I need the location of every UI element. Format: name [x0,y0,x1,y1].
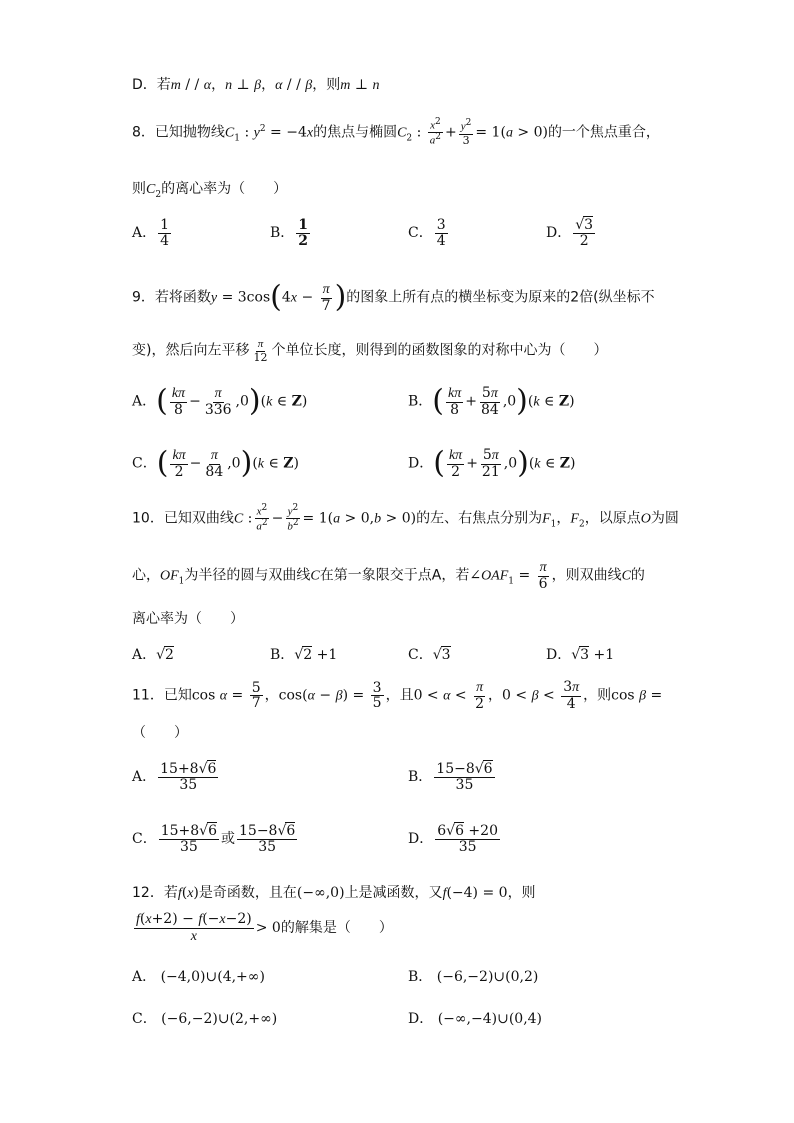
q8-option-d[interactable]: D． $\frac{√3}{2}$ [546,217,594,249]
q12-option-b[interactable]: B． (−6,−2)∪(0,2) [408,969,539,985]
q12-option-c[interactable]: C． (−6,−2)∪(2,+∞) [132,1011,278,1027]
q8-option-c[interactable]: C． $\frac{3}{4}$ [408,217,446,249]
q8-stem-2: 则$C_2$的离心率为（ ） [132,181,288,200]
q8-option-b[interactable]: B． $\frac{1}{2}$ [270,217,309,249]
q11-stem: 11．已知cos α = $\frac{5}{7}$ ，cos(α − β) = $\frac{3}{5}$ ，且0 < α < $\frac{\pi}{2}$ ，0 < β < $\frac{3\pi}{4}$ ，则cos β = [132,679,663,712]
q8-stem: 8．已知抛物线$C_1$ : $y^2 = -4x$的焦点与椭圆$C_2$ : $\frac{x^2}{a^2}$ + $\frac{y^2}{3}$ = 1(a > 0)的一个焦点重合， [132,117,660,147]
q9-option-a[interactable]: A．( $\frac{k\pi}{8}$ − $\frac{\pi}{336}$ ,0)(k ∈ Z) [132,383,308,419]
q11-stem-2: （ ） [132,725,188,741]
q11-option-c[interactable]: C． $\frac{15+8√6}{35}$ 或 $\frac{15-8√6}{35}$ [132,823,296,855]
q12-stem-2: $\frac{f(x+2) - f(-x-2)}{x}$ > 0的解集是（ ） [136,911,393,944]
q11-option-d[interactable]: D． $\frac{6√6 +20}{35}$ [408,823,498,855]
q12-option-d[interactable]: D． (−∞,−4)∪(0,4) [408,1011,543,1027]
q12-stem: 12．若f(x)是奇函数，且在(−∞,0)上是减函数，又f(−4) = 0，则 [132,885,536,901]
q10-option-a[interactable]: A．√2 [132,647,174,663]
q11-option-b[interactable]: B． $\frac{15-8√6}{35}$ [408,761,493,793]
q9-stem: 9．若将函数y = 3cos(4x − $\frac{\pi}{7}$ )的图象上所有点的横坐标变为原来的2倍(纵坐标不 [132,279,655,315]
q7-option-d: D．若m / / α，n ⊥ β，α / / β，则m ⊥ n [132,77,380,93]
q10-stem-3: 离心率为（ ） [132,611,244,627]
q12-option-a[interactable]: A． (−4,0)∪(4,+∞) [132,969,265,985]
q9-stem-2: 变)，然后向左平移 $\frac{\pi}{12}$ 个单位长度，则得到的函数图象的对称中心为（ ） [132,338,608,364]
q10-option-b[interactable]: B．√2 +1 [270,647,338,663]
q9-option-b[interactable]: B．( $\frac{k\pi}{8}$ + $\frac{5\pi}{84}$ ,0)(k ∈ Z) [408,383,575,419]
q9-option-c[interactable]: C．( $\frac{k\pi}{2}$ − $\frac{\pi}{84}$ ,0)(k ∈ Z) [132,445,299,481]
q10-option-c[interactable]: C．√3 [408,647,451,663]
q10-stem-2: 心，$OF_1$为半径的圆与双曲线C在第一象限交于点A，若$\angle OAF_1$ = $\frac{\pi}{6}$ ，则双曲线C的 [132,560,645,592]
q9-option-d[interactable]: D．( $\frac{k\pi}{2}$ + $\frac{5\pi}{21}$ ,0)(k ∈ Z) [408,445,576,481]
q8-option-a[interactable]: A． $\frac{1}{4}$ [132,217,170,249]
q10-option-d[interactable]: D．√3 +1 [546,647,615,663]
q10-stem: 10．已知双曲线C : $\frac{x^2}{a^2}$ − $\frac{y^2}{b^2}$ = 1(a > 0,b > 0)的左、右焦点分别为$F_1$，$F_2$，以原点O为圆 [132,503,679,533]
q11-option-a[interactable]: A． $\frac{15+8√6}{35}$ [132,761,217,793]
